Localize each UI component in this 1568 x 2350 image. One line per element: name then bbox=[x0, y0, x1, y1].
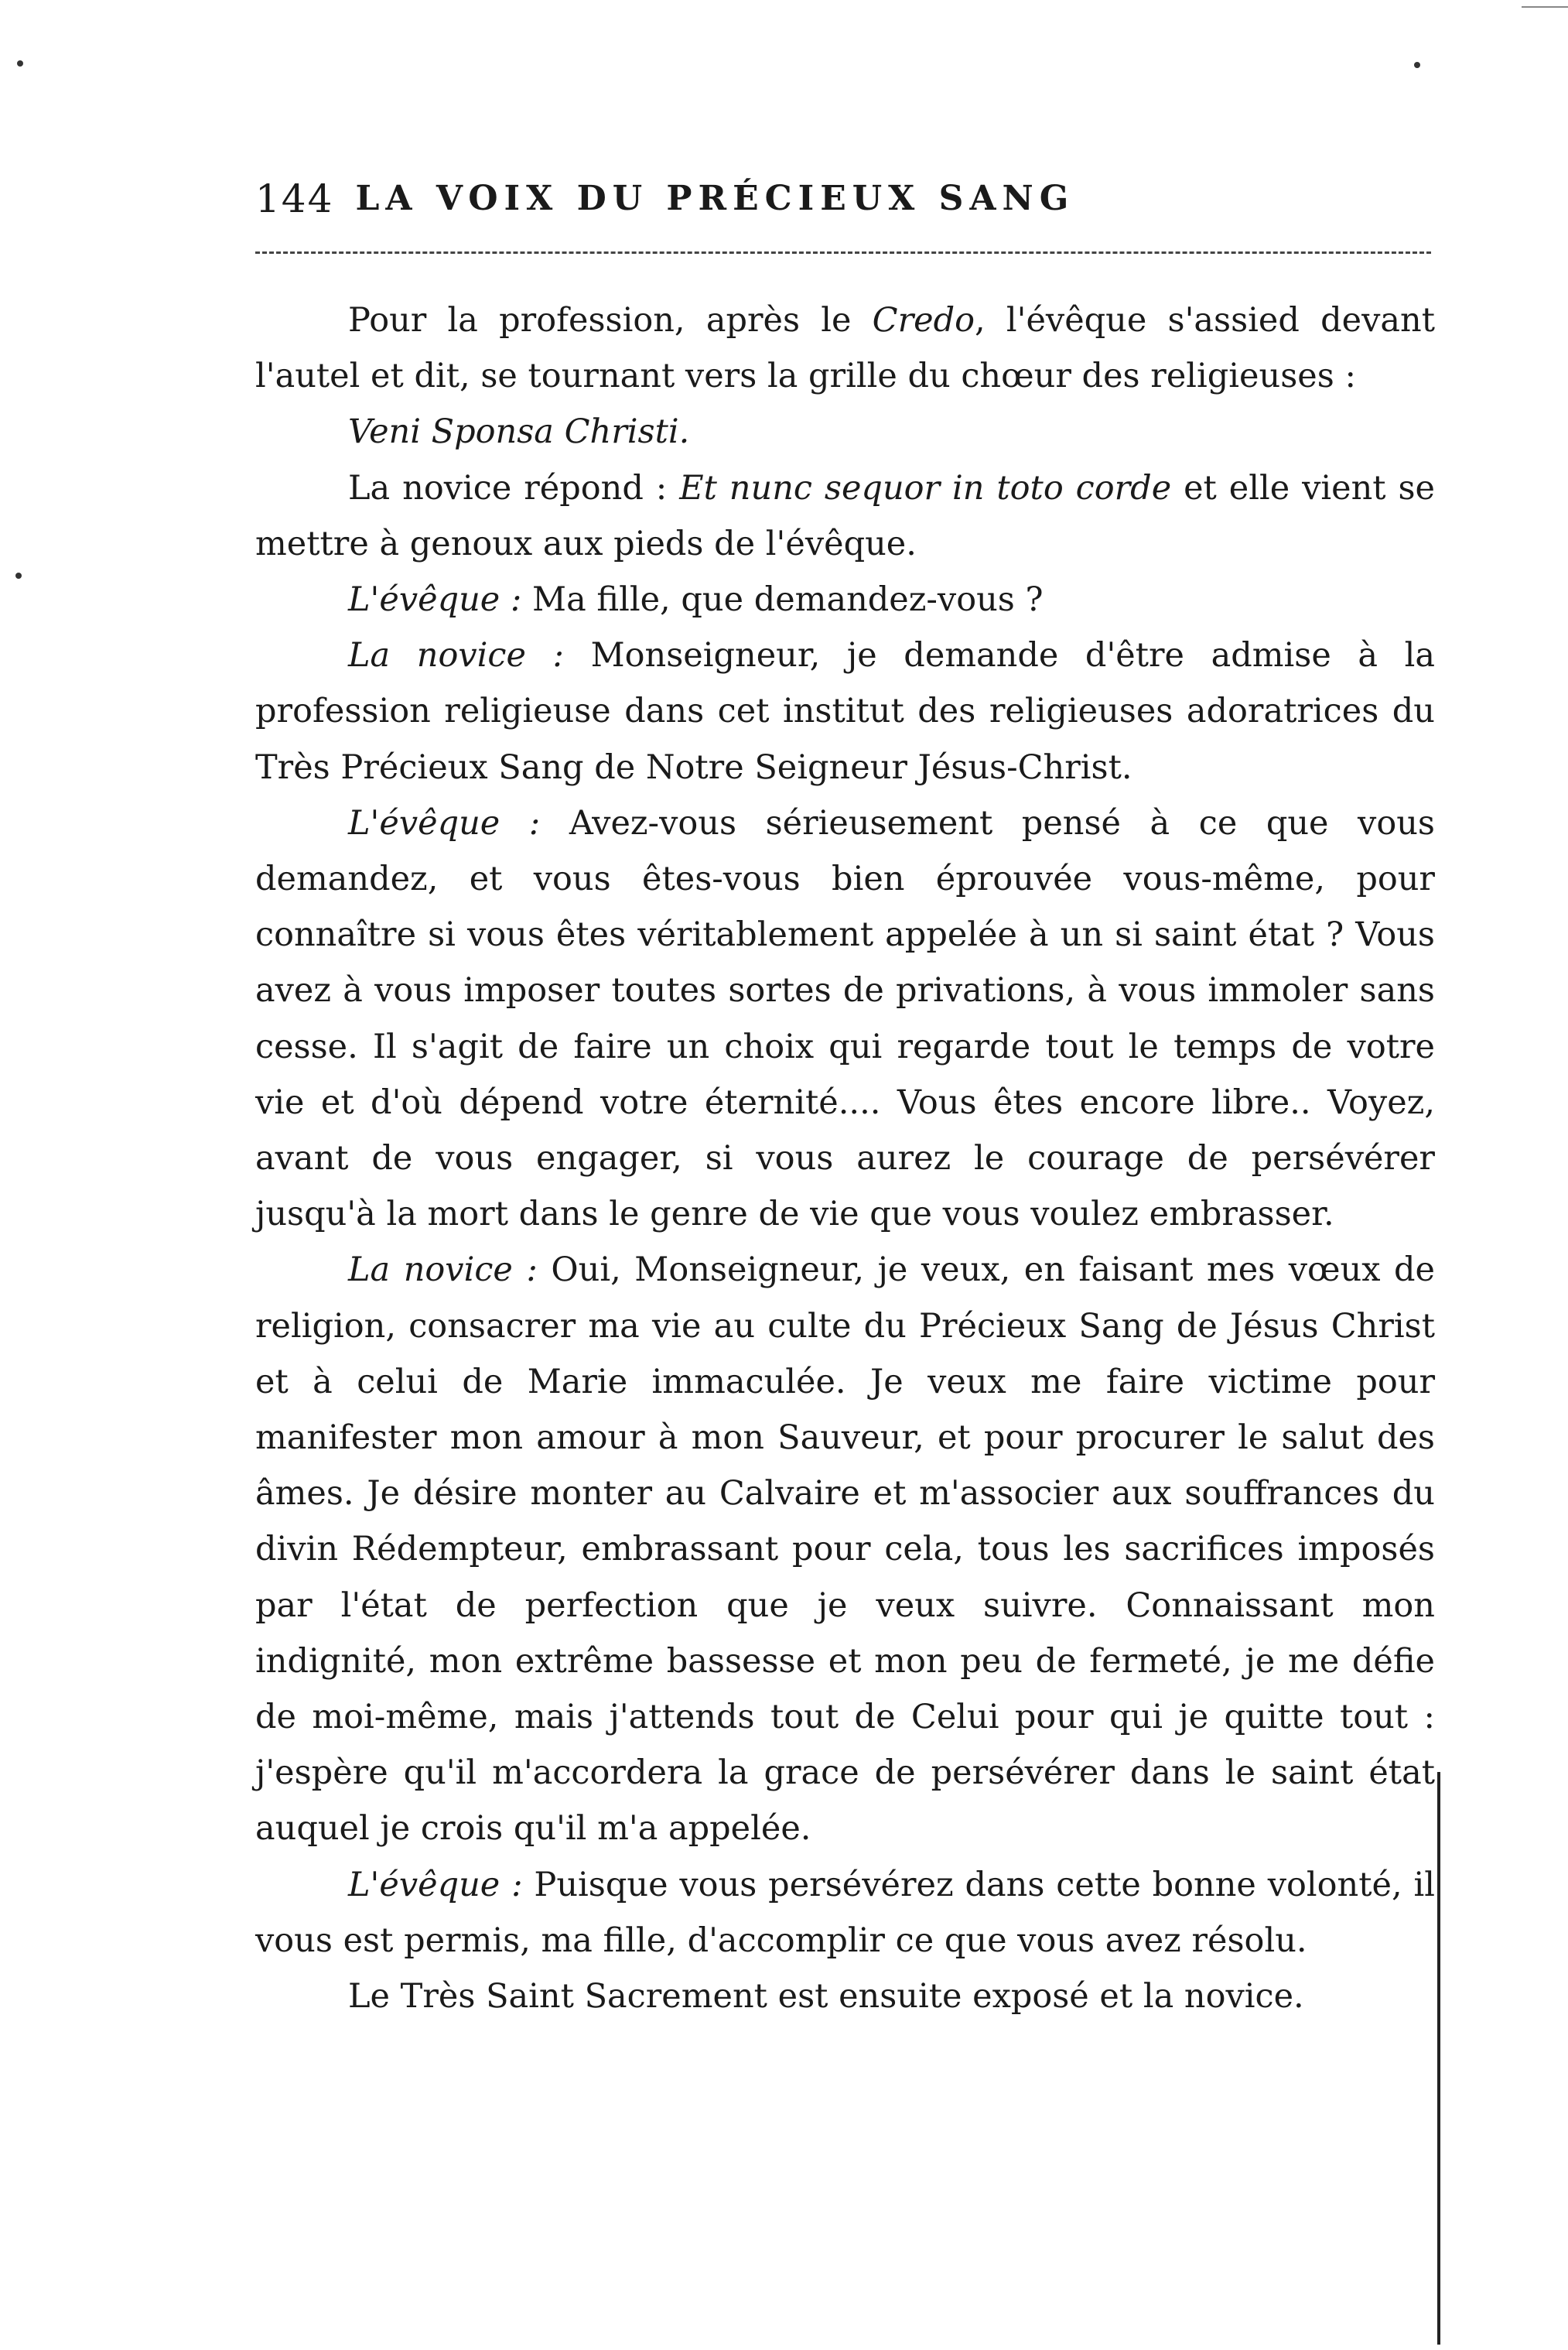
page-header bbox=[255, 172, 1431, 226]
paragraph bbox=[255, 292, 1435, 404]
text-run: Oui, Monseigneur, je veux, en faisant mes vœux de religion, consacrer ma vie au culte du Précieux Sang de Jésus Christ et à celui de Marie immaculée. Je veux me faire victime pour manifester mon amour à mon Sauveur, et pour procurer le salut des âmes. Je désire monter au Calvaire et m'associer aux souffrances du divin Rédempteur, embrassant pour cela, tous les sacrifices imposés par l'état de perfection que je veux suivre. Connaissant mon indignité, mon extrême bassesse et mon peu de fermeté, je me défie de moi-même, mais j'attends tout de Celui pour qui je quitte tout : j'espère qu'il m'accordera la grace de persévérer dans le saint état auquel je crois qu'il m'a appelée. bbox=[255, 1250, 1436, 1849]
scan-speck bbox=[1414, 62, 1420, 68]
paragraph bbox=[255, 795, 1435, 1243]
text-run: Le Très Saint Sacrement est ensuite exposé et la novice. bbox=[348, 1977, 1304, 2016]
italic-text: L'évêque : bbox=[348, 1865, 523, 1904]
paragraph bbox=[255, 1857, 1435, 1969]
text-run: Ma fille, que demandez-vous ? bbox=[521, 580, 1044, 620]
paragraph bbox=[255, 628, 1435, 795]
paragraph bbox=[255, 1969, 1435, 2024]
paragraph bbox=[255, 572, 1435, 628]
italic-text: La novice : bbox=[348, 1250, 538, 1290]
paragraph bbox=[255, 404, 1435, 460]
italic-text: La novice : bbox=[348, 636, 565, 676]
italic-text: L'évêque : bbox=[348, 580, 522, 620]
text-run: Monseigneur, je demande d'être admise à la profession religieuse dans cet institut des religieuses adoratrices du Très Précieux Sang de Notre Seigneur Jésus-Christ. bbox=[255, 636, 1435, 787]
paragraph bbox=[255, 1242, 1435, 1856]
italic-text: Veni Sponsa Christi. bbox=[348, 412, 690, 452]
text-run: La novice répond : bbox=[348, 468, 680, 508]
page-number: 144 bbox=[255, 176, 334, 221]
text-run: , l'évêque s'assied devant l'autel et dit, se tournant vers la grille du chœur des religieuses : bbox=[255, 301, 1435, 396]
scan-margin-line bbox=[1437, 1772, 1440, 2345]
scan-edge-mark bbox=[1522, 6, 1568, 8]
text-run: et elle vient se mettre à genoux aux pieds de l'évêque. bbox=[255, 468, 1435, 563]
body-text bbox=[255, 292, 1435, 2024]
text-run: Puisque vous persévérez dans cette bonne volonté, il vous est permis, ma fille, d'accomplir ce que vous avez résolu. bbox=[255, 1865, 1436, 1960]
text-run: Pour la profession, après le bbox=[348, 301, 873, 340]
scan-speck bbox=[17, 60, 23, 67]
italic-text: Et nunc sequor in toto corde bbox=[679, 468, 1172, 508]
scan-speck bbox=[15, 573, 22, 579]
italic-text: L'évêque : bbox=[348, 803, 541, 843]
paragraph bbox=[255, 460, 1435, 572]
header-rule bbox=[255, 251, 1431, 254]
running-title: LA VOIX DU PRÉCIEUX SANG bbox=[355, 179, 1075, 218]
italic-text: Credo bbox=[872, 301, 975, 340]
text-run: Avez-vous sérieusement pensé à ce que vous demandez, et vous êtes-vous bien éprouvée vous-même, pour connaître si vous êtes véritablement appelée à un si saint état ? Vous avez à vous imposer toutes sortes de privations, à vous immoler sans cesse. Il s'agit de faire un choix qui regarde tout le temps de votre vie et d'où dépend votre éternité.... Vous êtes encore libre.. Voyez, avant de vous engager, si vous aurez le courage de persévérer jusqu'à la mort dans le genre de vie que vous voulez embrasser. bbox=[255, 803, 1435, 1234]
